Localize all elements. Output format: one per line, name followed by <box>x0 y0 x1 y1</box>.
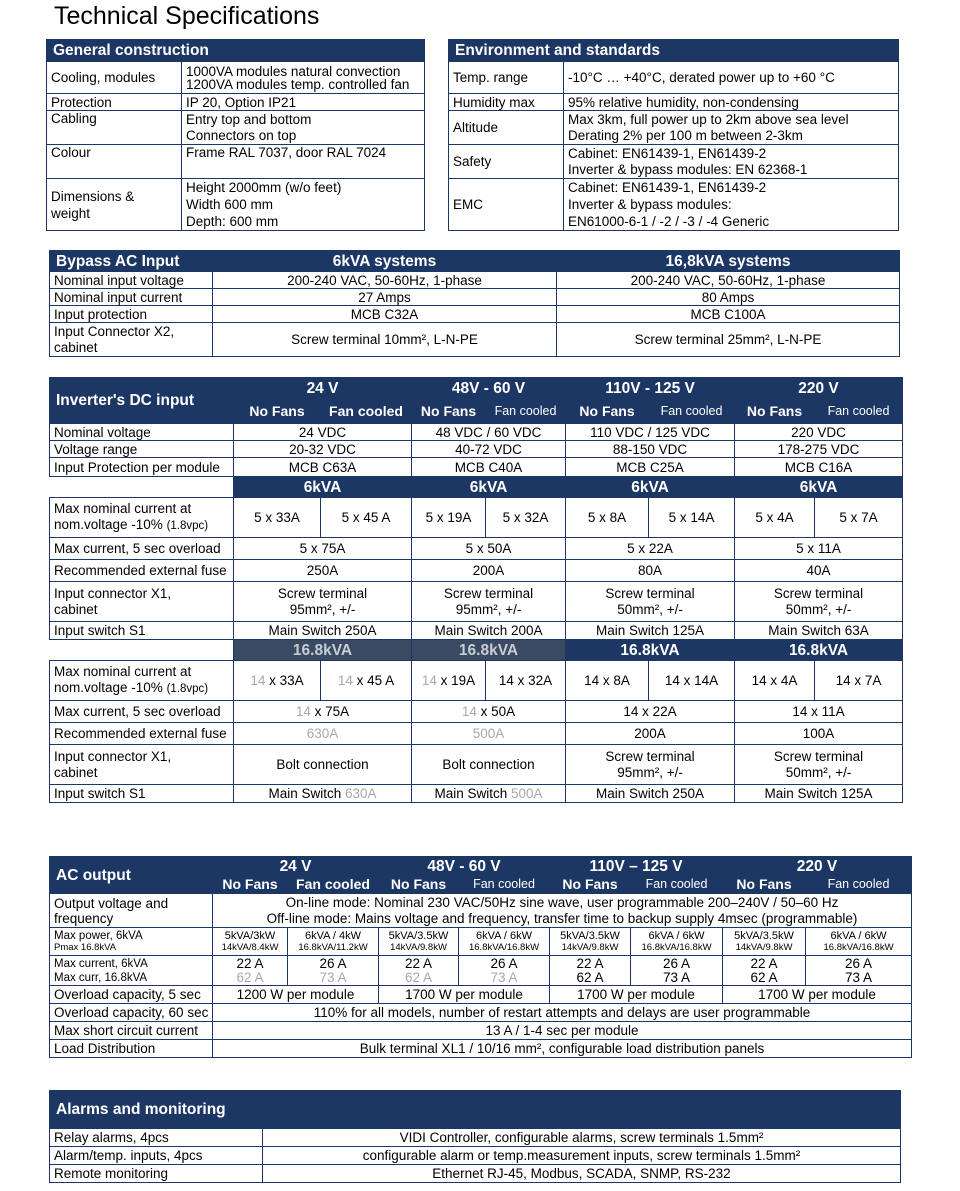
vpc-note: (1.8vpc) <box>166 520 209 532</box>
bypass-value: 27 Amps <box>213 289 557 306</box>
ac-label-line: Max power, 6kVA <box>54 929 143 942</box>
dc-value: 178-275 VDC <box>735 441 903 458</box>
ac-value-line: 14kVA/9.8kW <box>390 941 447 953</box>
no-fans-header: No Fans <box>379 876 459 894</box>
dc-value-dimmed: 500A <box>511 786 543 801</box>
dc-value: Main Switch 125A <box>566 622 735 640</box>
dc-label: Input connector X1, cabinet <box>50 582 234 622</box>
ac-value-line: 26 A <box>845 955 873 971</box>
env-label: Altitude <box>449 111 564 145</box>
general-value: Frame RAL 7037, door RAL 7024 <box>182 145 425 179</box>
ac-value: 13 A / 1-4 sec per module <box>213 1022 912 1040</box>
ac-value <box>723 956 806 986</box>
alarms-value: VIDI Controller, configurable alarms, screw terminals 1.5mm² <box>263 1129 901 1147</box>
env-value: 95% relative humidity, non-condensing <box>564 94 899 111</box>
bypass-value: MCB C32A <box>213 306 557 323</box>
ac-label <box>50 928 213 956</box>
no-fans-header: No Fans <box>566 400 649 424</box>
dc-value: 5 x 11A <box>735 538 903 560</box>
ac-voltage-24: 24 V <box>213 857 379 876</box>
dc-value: Main Switch 250A <box>566 785 735 803</box>
alarms-label: Remote monitoring <box>50 1165 263 1183</box>
ac-voltage-110: 110V – 125 V <box>550 857 723 876</box>
dc-value: Main Switch 125A <box>735 785 903 803</box>
ac-value-line: 62 A <box>576 969 604 985</box>
dc-value: 5 x 19A <box>412 498 486 538</box>
dc-value: Screw terminal 50mm², +/- <box>566 582 735 622</box>
env-label: Humidity max <box>449 94 564 111</box>
fan-cooled-header: Fan cooled <box>459 876 550 894</box>
ac-label-line: Pmax 16.8kVA <box>54 941 117 953</box>
environment-table <box>448 39 899 231</box>
bypass-value: 200-240 VAC, 50-60Hz, 1-phase <box>557 272 900 289</box>
ac-value-line: 6kVA / 4kW <box>304 929 362 942</box>
prefix-dimmed: 14 <box>295 704 311 719</box>
dc-label: Nominal voltage <box>50 424 234 441</box>
no-fans-header: No Fans <box>723 876 806 894</box>
ac-value: Bulk terminal XL1 / 10/16 mm², configurable load distribution panels <box>213 1040 912 1058</box>
dc-value <box>234 661 321 701</box>
ac-value <box>459 956 550 986</box>
ac-label: Overload capacity, 60 sec <box>50 1004 213 1022</box>
kva-header: 6kVA <box>412 477 566 498</box>
dc-value <box>412 701 566 723</box>
dc-value <box>234 785 412 803</box>
ac-label: Overload capacity, 5 sec <box>50 986 213 1004</box>
kva-header: 6kVA <box>566 477 735 498</box>
dc-value: 14 x 4A <box>735 661 815 701</box>
no-fans-header: No Fans <box>550 876 631 894</box>
bypass-value: MCB C100A <box>557 306 900 323</box>
ac-value: 1700 W per module <box>550 986 723 1004</box>
prefix-dimmed: 14 <box>421 673 437 688</box>
dc-value: Main Switch 63A <box>735 622 903 640</box>
ac-value-line: 5kVA/3.5kW <box>560 929 620 942</box>
bypass-label: Input Connector X2, cabinet <box>50 323 213 357</box>
dc-value: Screw terminal 95mm², +/- <box>412 582 566 622</box>
bypass-value: Screw terminal 25mm², L-N-PE <box>557 323 900 357</box>
dc-label: Voltage range <box>50 441 234 458</box>
ac-value-line: 5kVA/3.5kW <box>734 929 794 942</box>
dc-value: 5 x 32A <box>486 498 566 538</box>
ac-label-line: Max curr, 16.8kVA <box>54 971 148 984</box>
ac-value-line: 16.8kVA/11.2kW <box>298 941 368 953</box>
fan-cooled-header: Fan cooled <box>321 400 412 424</box>
fan-cooled-header: Fan cooled <box>815 400 903 424</box>
dc-value-dimmed: 630A <box>234 723 412 745</box>
dc-value: Main Switch 250A <box>234 622 412 640</box>
ac-value <box>379 928 459 956</box>
dc-value: 250A <box>234 560 412 582</box>
dc-value-dimmed: 630A <box>345 786 377 801</box>
general-value: Entry top and bottom Connectors on top <box>182 111 425 145</box>
ac-label: Load Distribution <box>50 1040 213 1058</box>
ac-title: AC output <box>50 857 213 894</box>
dc-input-table <box>49 377 903 803</box>
dc-voltage-110: 110V - 125 V <box>566 378 735 400</box>
ac-value <box>459 928 550 956</box>
dc-voltage-24: 24 V <box>234 378 412 400</box>
ac-value-line-dimmed: 62 A <box>405 969 433 985</box>
general-label: Dimensions & weight <box>47 179 182 231</box>
ac-value-line: 14kVA/9.8kW <box>561 941 619 953</box>
ac-value <box>213 928 288 956</box>
general-label: Cabling <box>47 111 182 145</box>
bypass-col-16kva: 16,8kVA systems <box>557 251 900 272</box>
vpc-note: (1.8vpc) <box>166 683 209 695</box>
env-value: Max 3km, full power up to 2km above sea level Derating 2% per 100 m between 2-3km <box>564 111 899 145</box>
dc-voltage-48: 48V - 60 V <box>412 378 566 400</box>
general-value: 1000VA modules natural convection 1200VA modules temp. controlled fan <box>182 62 425 94</box>
dc-value: 14 x 32A <box>486 661 566 701</box>
kva-header: 16.8kVA <box>735 640 903 661</box>
no-fans-header: No Fans <box>412 400 486 424</box>
alarms-title: Alarms and monitoring <box>50 1091 901 1129</box>
general-construction-table <box>46 39 425 231</box>
ac-value-line: 22 A <box>576 955 604 971</box>
dc-label: Input switch S1 <box>50 785 234 803</box>
dc-value: MCB C16A <box>735 458 903 477</box>
ac-value-line: 5kVA/3kW <box>224 929 276 942</box>
ac-value-line: 26 A <box>490 955 518 971</box>
bypass-value: 200-240 VAC, 50-60Hz, 1-phase <box>213 272 557 289</box>
ac-voltage-220: 220 V <box>723 857 912 876</box>
dc-value-text: x 19A <box>436 673 476 688</box>
ac-value-line-dimmed: 73 A <box>490 969 518 985</box>
environment-title: Environment and standards <box>449 40 899 62</box>
ac-value <box>806 928 912 956</box>
ac-value-line: 6kVA / 6kW <box>830 929 887 942</box>
fan-cooled-header: Fan cooled <box>806 876 912 894</box>
dc-value: 5 x 75A <box>234 538 412 560</box>
ac-value <box>631 928 723 956</box>
dc-value: Bolt connection <box>412 745 566 785</box>
ac-value-line: 26 A <box>319 955 347 971</box>
dc-label: Input connector X1, cabinet <box>50 745 234 785</box>
prefix-dimmed: 14 <box>337 673 353 688</box>
dc-value-text: Main Switch <box>268 786 345 801</box>
dc-value: 14 x 14A <box>649 661 735 701</box>
no-fans-header: No Fans <box>213 876 288 894</box>
kva-header-dimmed: 16.8kVA <box>412 640 566 661</box>
dc-value: 14 x 22A <box>566 701 735 723</box>
dc-value: MCB C63A <box>234 458 412 477</box>
kva-header: 16.8kVA <box>566 640 735 661</box>
dc-value: 80A <box>566 560 735 582</box>
dc-value-dimmed: 500A <box>412 723 566 745</box>
dc-value: 14 x 11A <box>735 701 903 723</box>
ac-value-line: 73 A <box>845 969 873 985</box>
alarms-table <box>49 1090 901 1183</box>
dc-value: 5 x 22A <box>566 538 735 560</box>
alarms-value: configurable alarm or temp.measurement inputs, screw terminals 1.5mm² <box>263 1147 901 1165</box>
bypass-label: Nominal input voltage <box>50 272 213 289</box>
ac-value <box>288 928 379 956</box>
dc-label: Recommended external fuse <box>50 723 234 745</box>
dc-value: 5 x 50A <box>412 538 566 560</box>
bypass-value: Screw terminal 10mm², L-N-PE <box>213 323 557 357</box>
ac-value <box>631 956 723 986</box>
dc-value: 5 x 33A <box>234 498 321 538</box>
dc-value: Screw terminal 50mm², +/- <box>735 582 903 622</box>
dc-value: 200A <box>412 560 566 582</box>
dc-value: 5 x 14A <box>649 498 735 538</box>
dc-value: 200A <box>566 723 735 745</box>
dc-value-text: Main Switch <box>434 786 512 801</box>
ac-label: Output voltage and frequency <box>50 894 213 928</box>
dc-value-text: x 50A <box>476 704 516 719</box>
dc-label-text: Max nominal current at nom.voltage -10% <box>54 501 192 532</box>
dc-label-text: Max nominal current at nom.voltage -10% <box>54 664 192 695</box>
alarms-value: Ethernet RJ-45, Modbus, SCADA, SNMP, RS-232 <box>263 1165 901 1183</box>
bypass-table <box>49 250 900 357</box>
ac-value-line: 16.8kVA/16.8kW <box>823 941 894 953</box>
dc-label: Recommended external fuse <box>50 560 234 582</box>
ac-output-table <box>49 856 912 1058</box>
ac-value-line: 26 A <box>663 955 691 971</box>
page-title: Technical Specifications <box>54 2 320 30</box>
dc-value: 40A <box>735 560 903 582</box>
dc-value: 14 x 7A <box>815 661 903 701</box>
kva-header-dimmed: 16.8kVA <box>234 640 412 661</box>
env-value: -10°C … +40°C, derated power up to +60 °C <box>564 62 899 94</box>
dc-value: 14 x 8A <box>566 661 649 701</box>
dc-value: 20-32 VDC <box>234 441 412 458</box>
bypass-col-6kva: 6kVA systems <box>213 251 557 272</box>
dc-label: Input switch S1 <box>50 622 234 640</box>
dc-value: 5 x 4A <box>735 498 815 538</box>
general-label: Protection <box>47 94 182 111</box>
dc-value: 48 VDC / 60 VDC <box>412 424 566 441</box>
ac-value-line: 6kVA / 6kW <box>475 929 533 942</box>
bypass-label: Input protection <box>50 306 213 323</box>
dc-value: Screw terminal 95mm², +/- <box>566 745 735 785</box>
fan-cooled-header: Fan cooled <box>486 400 566 424</box>
ac-value <box>550 928 631 956</box>
ac-value <box>213 956 288 986</box>
no-fans-header: No Fans <box>735 400 815 424</box>
dc-value: 5 x 45 A <box>321 498 412 538</box>
ac-value <box>723 928 806 956</box>
prefix-dimmed: 14 <box>250 673 266 688</box>
fan-cooled-header: Fan cooled <box>631 876 723 894</box>
kva-header: 6kVA <box>234 477 412 498</box>
dc-value: 220 VDC <box>735 424 903 441</box>
dc-value: MCB C40A <box>412 458 566 477</box>
ac-value <box>550 956 631 986</box>
alarms-label: Alarm/temp. inputs, 4pcs <box>50 1147 263 1165</box>
ac-value <box>379 956 459 986</box>
dc-label: Max current, 5 sec overload <box>50 538 234 560</box>
ac-value-line-dimmed: 73 A <box>319 969 347 985</box>
dc-title: Inverter's DC input <box>50 378 234 424</box>
dc-value: MCB C25A <box>566 458 735 477</box>
general-label: Colour <box>47 145 182 179</box>
ac-value-line: 16.8kVA/16.8kW <box>641 941 712 953</box>
env-value: Cabinet: EN61439-1, EN61439-2 Inverter & bypass modules: EN61000-6-1 / -2 / -3 / -4 Generic <box>564 179 899 231</box>
bypass-title: Bypass AC Input <box>50 251 213 272</box>
general-label: Cooling, modules <box>47 62 182 94</box>
dc-voltage-220: 220 V <box>735 378 903 400</box>
dc-value: 5 x 8A <box>566 498 649 538</box>
dc-value: 100A <box>735 723 903 745</box>
ac-value-line: 73 A <box>663 969 691 985</box>
dc-value-text: x 45 A <box>352 673 395 688</box>
no-fans-header: No Fans <box>234 400 321 424</box>
dc-value: 5 x 7A <box>815 498 903 538</box>
dc-label <box>50 498 234 538</box>
ac-value-line: 14kVA/9.8kW <box>735 941 793 953</box>
ac-value: 110% for all models, number of restart attempts and delays are user programmable <box>213 1004 912 1022</box>
bypass-label: Nominal input current <box>50 289 213 306</box>
ac-value: On-line mode: Nominal 230 VAC/50Hz sine wave, user programmable 200–240V / 50–60 Hz Off-line mode: Mains voltage and frequency, transfer time to backup supply 4msec (programmable) <box>213 894 912 928</box>
ac-value: 1200 W per module <box>213 986 379 1004</box>
dc-value-text: x 33A <box>265 673 304 688</box>
ac-label-line: Max current, 6kVA <box>54 957 148 970</box>
alarms-label: Relay alarms, 4pcs <box>50 1129 263 1147</box>
dc-value <box>412 661 486 701</box>
ac-value-line: 22 A <box>405 955 433 971</box>
ac-value-line: 5kVA/3.5kW <box>388 929 449 942</box>
env-label: Safety <box>449 145 564 179</box>
env-label: EMC <box>449 179 564 231</box>
dc-value: Main Switch 200A <box>412 622 566 640</box>
dc-value: 110 VDC / 125 VDC <box>566 424 735 441</box>
dc-label <box>50 661 234 701</box>
general-title: General construction <box>47 40 425 62</box>
prefix-dimmed: 14 <box>461 704 477 719</box>
ac-value-line: 22 A <box>750 955 778 971</box>
kva-header: 6kVA <box>735 477 903 498</box>
ac-value-line: 14kVA/8.4kW <box>221 941 279 953</box>
ac-value-line: 16.8kVA/16.8kW <box>468 941 540 953</box>
dc-value: Screw terminal 50mm², +/- <box>735 745 903 785</box>
dc-value <box>412 785 566 803</box>
dc-value: 24 VDC <box>234 424 412 441</box>
ac-value-line: 22 A <box>236 955 264 971</box>
dc-value <box>321 661 412 701</box>
dc-value: Bolt connection <box>234 745 412 785</box>
env-value: Cabinet: EN61439-1, EN61439-2 Inverter & bypass modules: EN 62368-1 <box>564 145 899 179</box>
ac-value-line: 6kVA / 6kW <box>648 929 705 942</box>
dc-label: Max current, 5 sec overload <box>50 701 234 723</box>
ac-label <box>50 956 213 986</box>
ac-label: Max short circuit current <box>50 1022 213 1040</box>
ac-value <box>288 956 379 986</box>
bypass-value: 80 Amps <box>557 289 900 306</box>
fan-cooled-header: Fan cooled <box>649 400 735 424</box>
env-label: Temp. range <box>449 62 564 94</box>
dc-value <box>234 701 412 723</box>
ac-value: 1700 W per module <box>379 986 550 1004</box>
ac-value-line-dimmed: 62 A <box>236 969 264 985</box>
dc-value: 88-150 VDC <box>566 441 735 458</box>
ac-voltage-48: 48V - 60 V <box>379 857 550 876</box>
dc-label: Input Protection per module <box>50 458 234 477</box>
dc-value: 40-72 VDC <box>412 441 566 458</box>
general-value: IP 20, Option IP21 <box>182 94 425 111</box>
ac-value: 1700 W per module <box>723 986 912 1004</box>
general-value: Height 2000mm (w/o feet) Width 600 mm Depth: 600 mm <box>182 179 425 231</box>
ac-value <box>806 956 912 986</box>
fan-cooled-header: Fan cooled <box>288 876 379 894</box>
ac-value-line: 62 A <box>750 969 778 985</box>
dc-value: Screw terminal 95mm², +/- <box>234 582 412 622</box>
dc-value-text: x 75A <box>310 704 350 719</box>
